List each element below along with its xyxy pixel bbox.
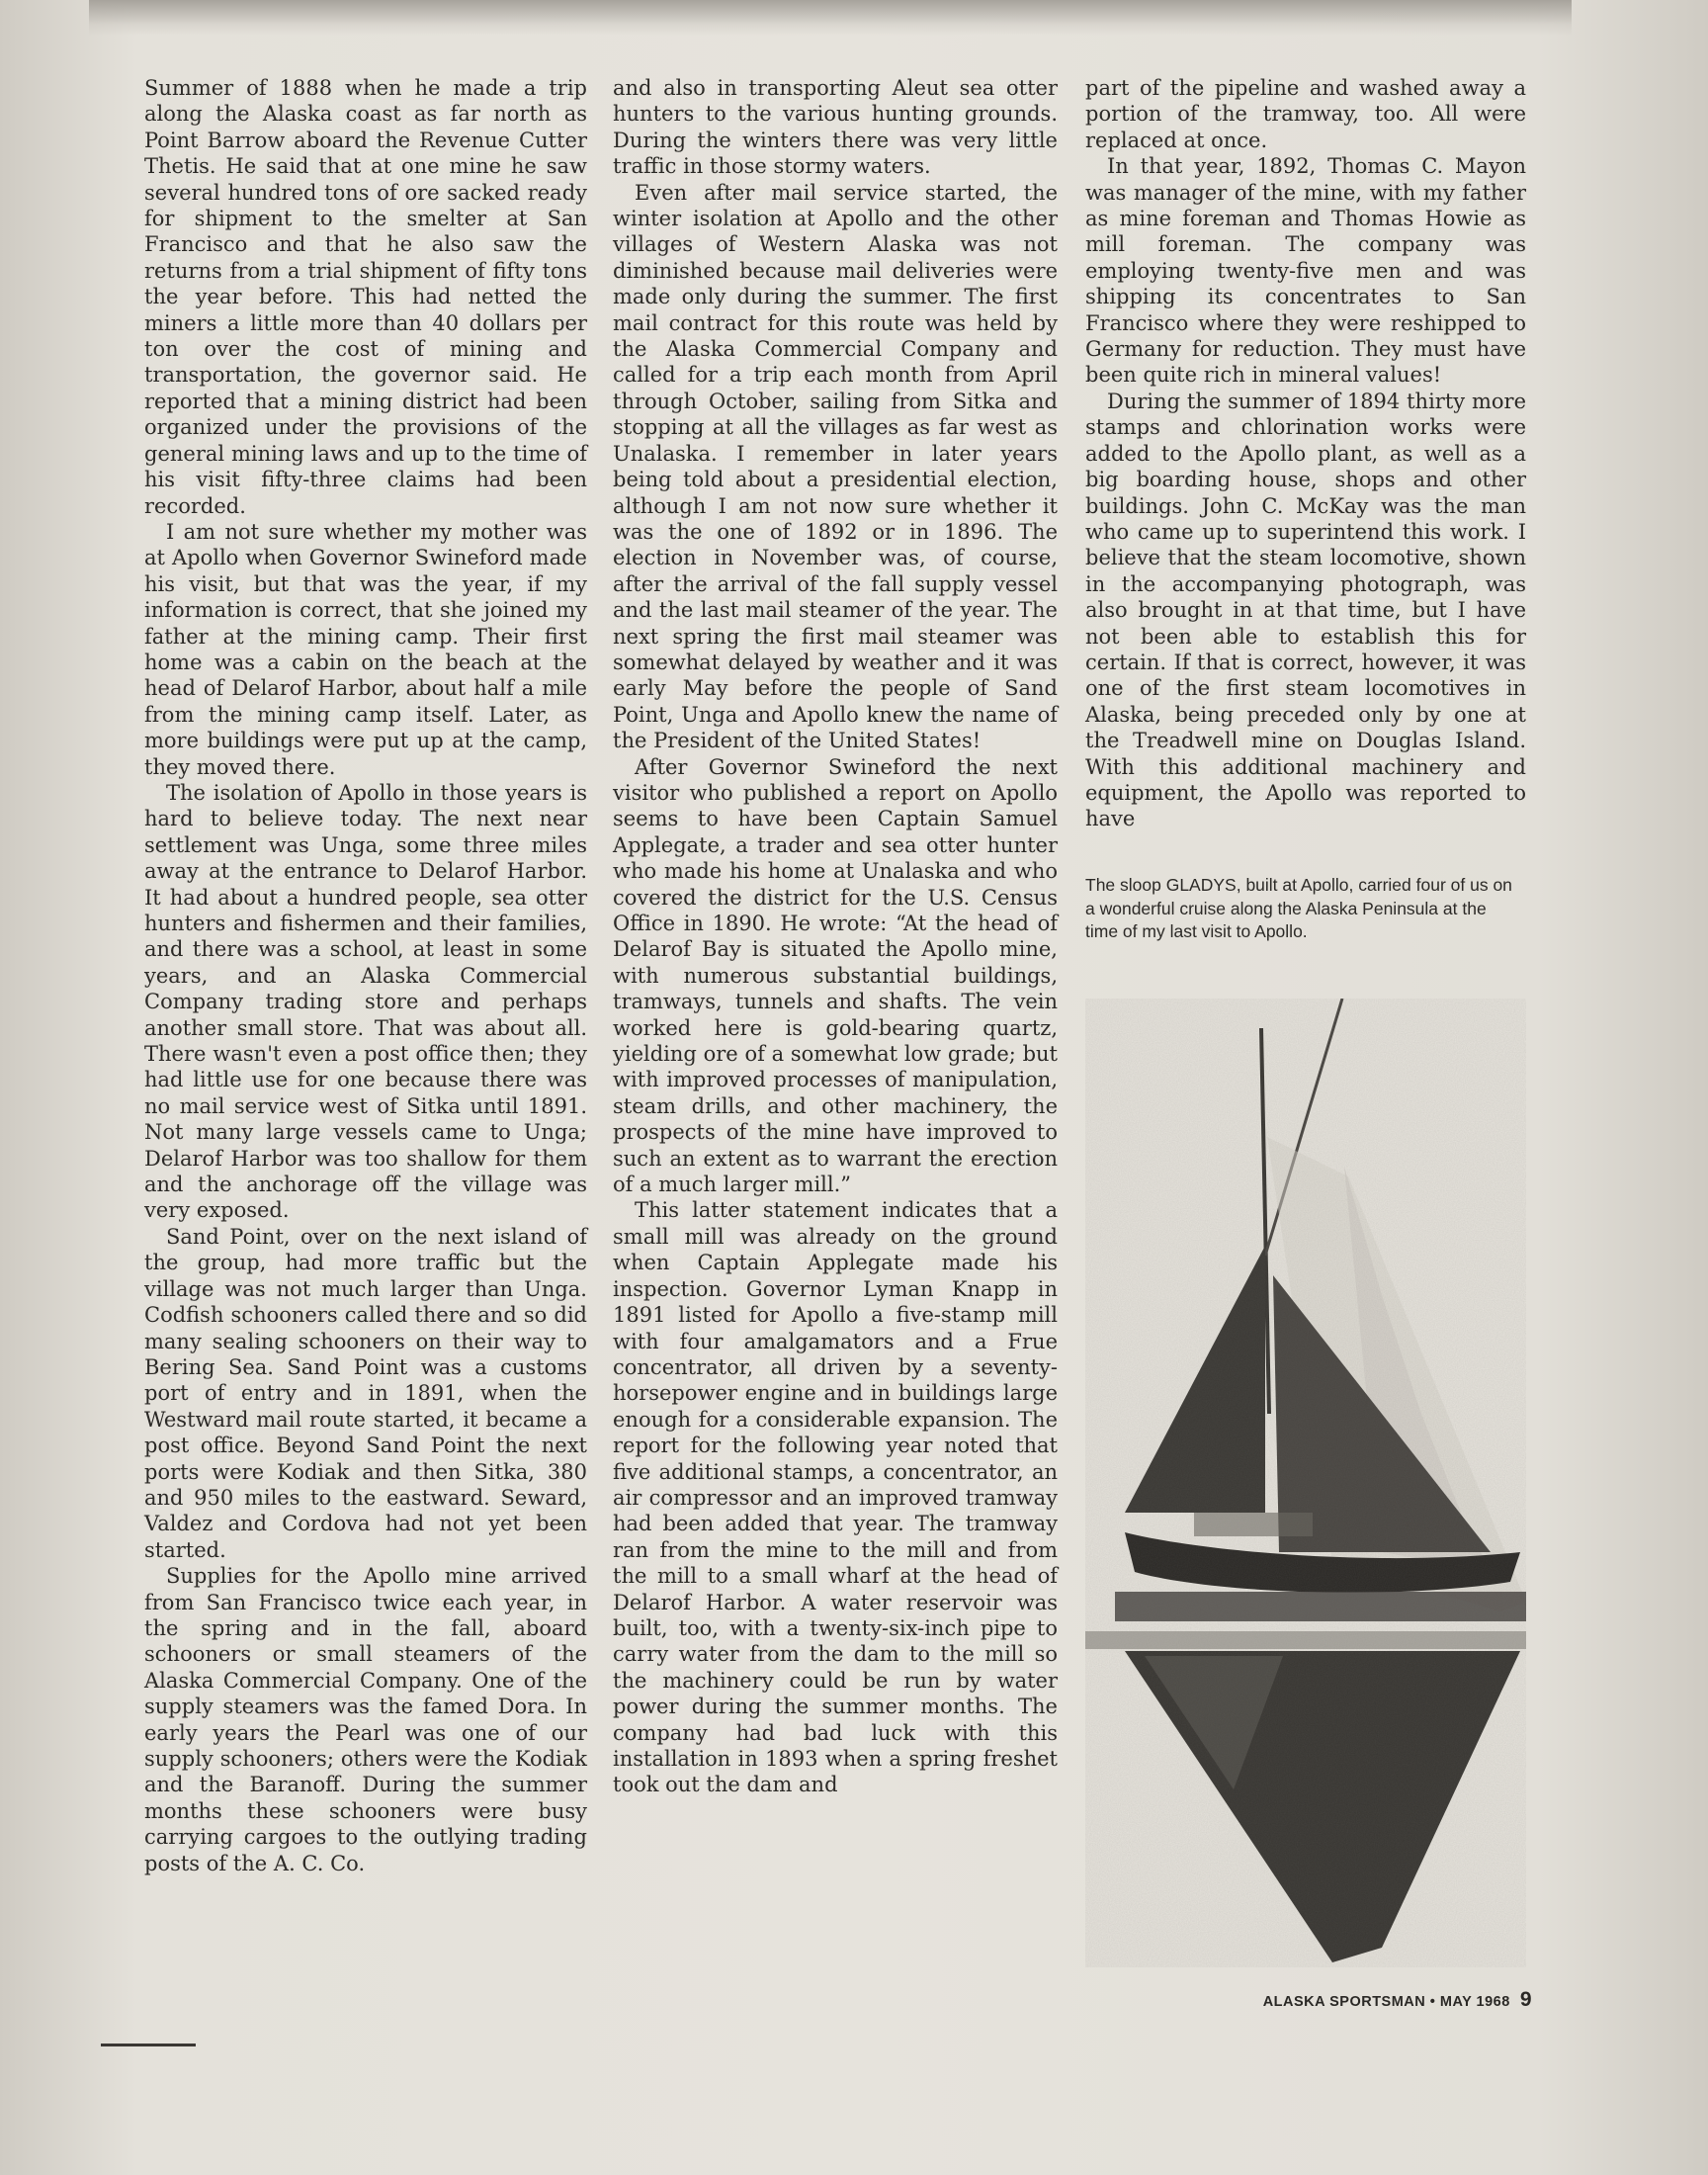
paragraph: During the summer of 1894 thirty more stamps and chlorination works were added to the Apollo plant, as well as a big boarding house, shops and other buildings. John C. McKay was the man who came up to superintend this work. I believe that the steam locomotive, shown in the accompanying photograph, was also brought in at that time, but I have not been able to establish this for certain. If that is correct, however, it was one of the first steam locomotives in Alaska, being preceded only by one at the Treadwell mine on Douglas Island. With this additional machinery and equipment, the Apollo was reported to have <box>1085 389 1526 831</box>
paragraph: Even after mail service started, the winter isolation at Apollo and the other villages of Western Alaska was not diminished because mail deliveries were made only during the summer. The first mail contract for this route was held by the Alaska Commercial Company and called for a trip each month from April through October, sailing from Sitka and stopping at all the villages as far west as Unalaska. I remember in later years being told about a presidential election, although I am not now sure whether it was the one of 1892 or in 1896. The election in November was, of course, after the arrival of the fall supply vessel and the last mail steamer of the year. The next spring the first mail steamer was somewhat delayed by weather and it was early May before the people of Sand Point, Unga and Apollo knew the name of the President of the United States! <box>613 180 1058 753</box>
scan-shadow-top <box>89 0 1572 36</box>
photo-caption: The sloop GLADYS, built at Apollo, carried four of us on a wonderful cruise along the Alaska Peninsula at the time of my last visit to Apollo. <box>1085 875 1512 941</box>
paragraph: and also in transporting Aleut sea otter hunters to the various hunting grounds. During the winters there was very little traffic in those stormy waters. <box>613 76 1058 179</box>
page-number: 9 <box>1519 1988 1532 2011</box>
scan-mark <box>101 2044 196 2046</box>
paragraph: The isolation of Apollo in those years is hard to believe today. The next near settlement was Unga, some three miles away at the entrance to Delarof Harbor. It had about a hundred people, sea otter hunters and fishermen and their families, and there was a school, at least in some years, and an Alaska Commercial Company trading store and perhaps another small store. That was about all. There wasn't even a post office then; they had little use for one because there was no mail service west of Sitka until 1891. Not many large vessels came to Unga; Delarof Harbor was too shallow for them and the anchorage off the village was very exposed. <box>144 780 587 1223</box>
publication-line: ALASKA SPORTSMAN • MAY 1968 <box>1262 1994 1510 2010</box>
paragraph: I am not sure whether my mother was at Apollo when Governor Swineford made his visit, but that was the year, if my information is correct, that she joined my father at the mining camp. Their first home was a cabin on the beach at the head of Delarof Harbor, about half a mile from the mining camp itself. Later, as more buildings were put up at the camp, they moved there. <box>144 519 587 779</box>
paragraph: This latter statement indicates that a small mill was already on the ground when Captain Applegate made his inspection. Governor Lyman Knapp in 1891 listed for Apollo a five-stamp mill with four amalgamators and a Frue concentrator, all driven by a seventy-horsepower engine and in buildings large enough for a considerable expansion. The report for the following year noted that five additional stamps, a concentrator, an air compressor and an improved tramway had been added that year. The tramway ran from the mine to the mill and from the mill to a small wharf at the head of Delarof Harbor. A water reservoir was built, too, with a twenty-six-inch pipe to carry water from the dam to the mill so the machinery could be run by water power during the summer months. The company had bad luck with this installation in 1893 when a spring freshet took out the dam and <box>613 1198 1058 1797</box>
article-column-1 <box>144 75 587 1876</box>
paragraph: Sand Point, over on the next island of the group, had more traffic but the village was not much larger than Unga. Codfish schooners called there and so did many sealing schooners on their way to Bering Sea. Sand Point was a customs port of entry and in 1891, when the Westward mail route started, it became a post office. Beyond Sand Point the next ports were Kodiak and then Sitka, 380 and 950 miles to the eastward. Seward, Valdez and Cordova had not yet been started. <box>144 1224 587 1562</box>
article-column-2 <box>613 75 1058 1798</box>
paragraph: After Governor Swineford the next visitor who published a report on Apollo seems to have been Captain Samuel Applegate, a trader and sea otter hunter who made his home at Unalaska and who covered the district for the U.S. Census Office in 1890. He wrote: “At the head of Delarof Bay is situated the Apollo mine, with numerous substantial buildings, tramways, tunnels and shafts. The vein worked here is gold-bearing quartz, yielding ore of a somewhat low grade; but with improved processes of manipulation, steam drills, and other machinery, the prospects of the mine have improved to such an extent as to warrant the erection of a much larger mill.” <box>613 754 1058 1197</box>
article-column-3 <box>1085 75 1526 832</box>
paragraph: Summer of 1888 when he made a trip along the Alaska coast as far north as Point Barrow aboard the Revenue Cutter Thetis. He said that at one mine he saw several hundred tons of ore sacked ready for shipment to the smelter at San Francisco and that he also saw the returns from a trial shipment of fifty tons the year before. This had netted the miners a little more than 40 dollars per ton over the cost of mining and transportation, the governor said. He reported that a mining district had been organized under the provisions of the general mining laws and up to the time of his visit fifty-three claims had been recorded. <box>144 76 587 518</box>
paragraph: In that year, 1892, Thomas C. Mayon was manager of the mine, with my father as mine foreman and Thomas Howie as mill foreman. The company was employing twenty-five men and was shipping its concentrates to San Francisco where they were reshipped to Germany for reduction. They must have been quite rich in mineral values! <box>1085 154 1526 388</box>
paragraph: Supplies for the Apollo mine arrived from San Francisco twice each year, in the spring and in the fall, aboard schooners or small steamers of the Alaska Commercial Company. One of the supply steamers was the famed Dora. In early years the Pearl was one of our supply schooners; others were the Kodiak and the Baranoff. During the summer months these schooners were busy carrying cargoes to the outlying trading posts of the A. C. Co. <box>144 1564 587 1875</box>
sloop-photograph <box>1085 999 1526 1967</box>
page-footer <box>1226 1988 1532 2012</box>
paragraph: part of the pipeline and washed away a portion of the tramway, too. All were replaced at once. <box>1085 76 1526 152</box>
